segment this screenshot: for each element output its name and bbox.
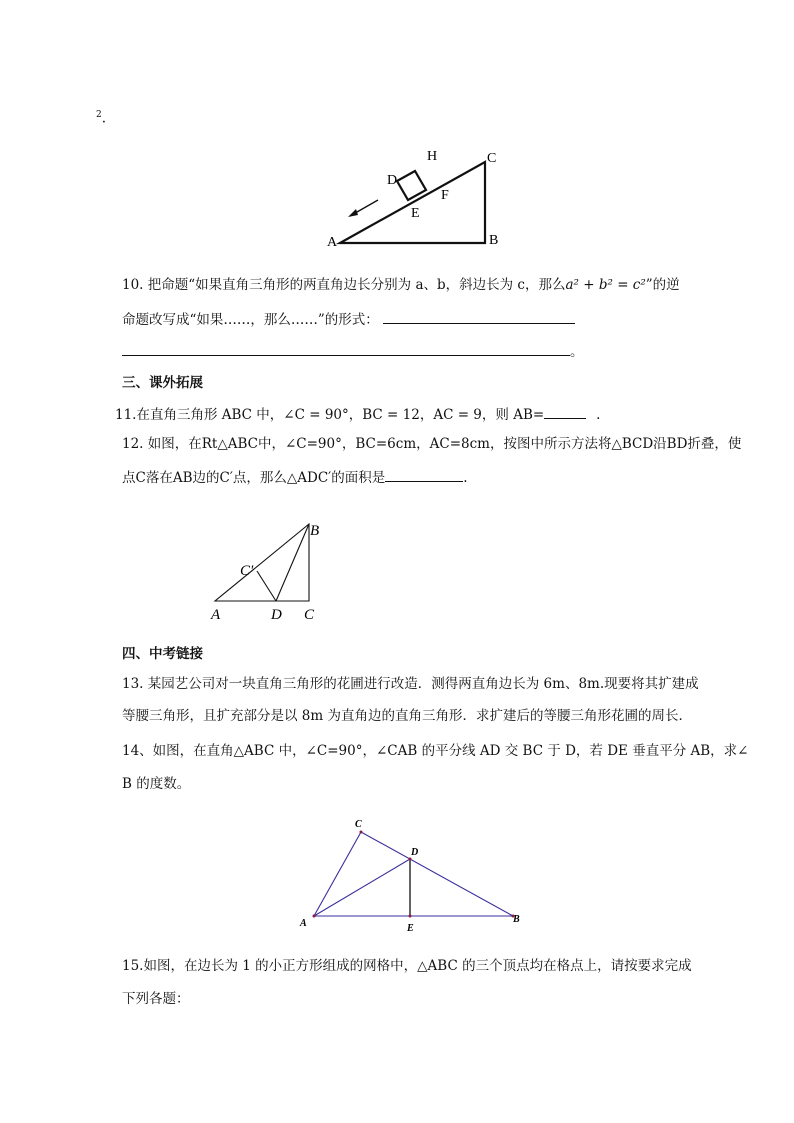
figure-incline (320, 140, 510, 255)
q12-end: . (463, 470, 468, 486)
q13-line2: 等腰三角形，且扩充部分是以 8m 为直角边的直角三角形．求扩建后的等腰三角形花圃的周长． (122, 708, 692, 724)
label-E: E (411, 206, 420, 221)
label-A: A (327, 235, 338, 250)
q10-line3-end: 。 (570, 344, 584, 360)
q10-line3 (122, 341, 584, 361)
triangle-ABC (314, 832, 513, 916)
label-D: D (411, 847, 419, 858)
q12-answer-blank[interactable] (385, 467, 463, 482)
figure-fold (205, 518, 330, 623)
superscript-2: 2 (96, 110, 102, 120)
point-A (313, 915, 316, 918)
label-A: A (300, 918, 307, 929)
slide-arrow-head (348, 209, 358, 217)
q10-line1 (122, 276, 680, 294)
top-fragment (96, 106, 106, 128)
line-BD (276, 524, 309, 601)
point-E (409, 915, 412, 918)
label-C: C (487, 151, 497, 166)
q15-line2: 下列各题： (122, 991, 190, 1007)
q10-answer-blank-2[interactable] (122, 341, 570, 356)
q11-text: 11.在直角三角形 ABC 中，∠C = 90°，BC = 12，AC = 9，则 AB= (115, 407, 545, 423)
q11-answer-blank[interactable] (544, 404, 586, 419)
q11-end: . (596, 407, 601, 423)
section4-heading: 四、中考链接 (122, 646, 203, 662)
label-A: A (211, 607, 221, 623)
q10-line1-post: ”的逆 (645, 277, 680, 293)
point-C (360, 831, 363, 834)
q11 (115, 404, 600, 424)
q10-line2 (122, 309, 575, 329)
q15-line1: 15.如图，在边长为 1 的小正方形组成的网格中，△ABC 的三个顶点均在格点上，请按要求完成 (122, 958, 692, 974)
q12-line2 (122, 467, 468, 487)
label-E: E (407, 923, 414, 934)
line-AD (314, 859, 410, 916)
label-B: B (513, 914, 520, 925)
label-D: D (387, 173, 398, 188)
line-C1D (257, 571, 276, 601)
label-C: C (304, 607, 315, 623)
q10-line1-pre: 10. 把命题“如果直角三角形的两直角边长分别为 a、b，斜边长为 c，那么 (122, 277, 566, 293)
q14-line1: 14、如图，在直角△ABC 中，∠C=90°，∠CAB 的平分线 AD 交 BC 于 D，若 DE 垂直平分 AB，求∠ (122, 743, 749, 759)
label-C-prime: C′ (240, 563, 254, 579)
q10-line2-text: 命题改写成“如果……，那么……”的形式： (122, 312, 379, 328)
label-H: H (427, 149, 438, 164)
q10-answer-blank-1[interactable] (383, 309, 575, 324)
q10-formula: a² + b² = c² (565, 277, 646, 293)
section3-heading: 三、课外拓展 (122, 375, 203, 391)
q13-line1: 13. 某园艺公司对一块直角三角形的花圃进行改造．测得两直角边长为 6m、8m.现要将其扩建成 (122, 676, 699, 692)
triangle-ABC (215, 524, 309, 601)
label-B: B (310, 523, 320, 539)
figure-bisector (295, 812, 525, 937)
incline-triangle (340, 162, 485, 243)
label-B: B (489, 233, 499, 248)
q14-line2: B 的度数。 (122, 776, 191, 792)
q12-line2-text: 点C落在AB边的C′点，那么△ADC′的面积是 (122, 470, 386, 486)
fragment-dot: . (101, 110, 107, 127)
q12-line1: 12. 如图，在Rt△ABC中，∠C=90°，BC=6cm，AC=8cm，按图中所示方法将△BCD沿BD折叠，使 (122, 436, 742, 452)
label-D: D (271, 607, 282, 623)
label-C: C (355, 819, 362, 830)
box-square (397, 171, 426, 200)
label-F: F (441, 188, 449, 203)
